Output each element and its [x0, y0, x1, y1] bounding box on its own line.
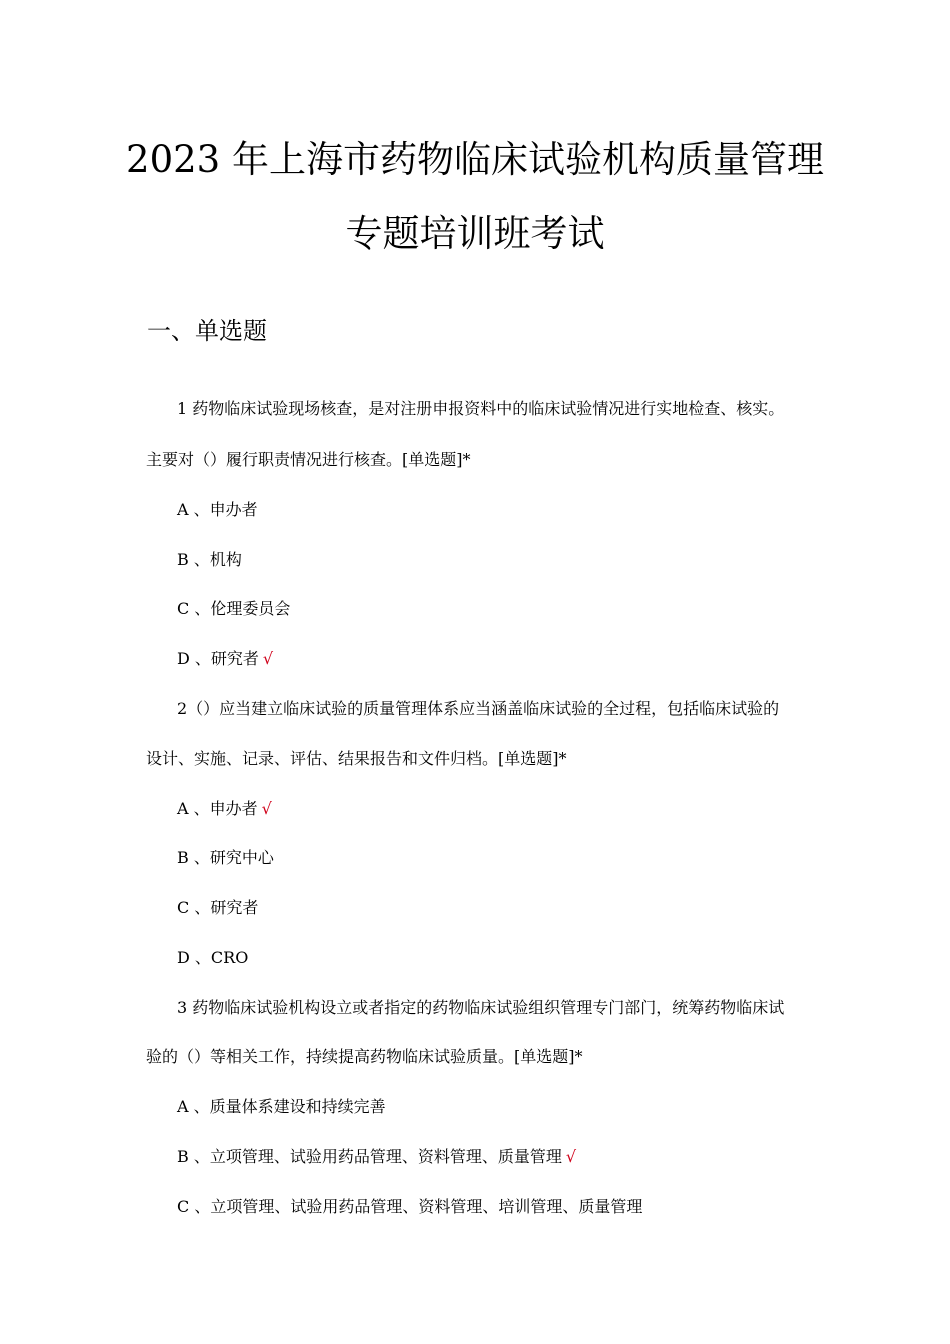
- question-1-line-1: 1 药物临床试验现场核查，是对注册申报资料中的临床试验情况进行实地检查、核实。: [177, 399, 785, 418]
- document-title-line-1: 2023 年上海市药物临床试验机构质量管理: [126, 138, 824, 181]
- question-2-option-c: C 、研究者: [177, 898, 259, 917]
- correct-check-icon: √: [565, 1147, 577, 1166]
- question-1-option-a: A 、申办者: [177, 500, 258, 519]
- document-title-line-2: 专题培训班考试: [345, 212, 605, 255]
- question-1-line-2: 主要对（）履行职责情况进行核查。[单选题]*: [146, 450, 471, 469]
- question-3-option-a: A 、质量体系建设和持续完善: [177, 1097, 386, 1116]
- correct-check-icon: √: [261, 799, 272, 818]
- question-1-option-d: D 、研究者 √: [177, 649, 274, 668]
- question-3-line-1: 3 药物临床试验机构设立或者指定的药物临床试验组织管理专门部门，统筹药物临床试: [177, 998, 785, 1017]
- question-2-line-2: 设计、实施、记录、评估、结果报告和文件归档。[单选题]*: [146, 749, 567, 768]
- question-3-option-b: B 、立项管理、试验用药品管理、资料管理、质量管理 √: [177, 1147, 577, 1166]
- question-3-option-c: C 、立项管理、试验用药品管理、资料管理、培训管理、质量管理: [177, 1197, 643, 1216]
- question-3-line-2: 验的（）等相关工作，持续提高药物临床试验质量。[单选题]*: [146, 1047, 583, 1066]
- question-2-line-1: 2（）应当建立临床试验的质量管理体系应当涵盖临床试验的全过程，包括临床试验的: [177, 699, 780, 718]
- section-heading: 一、单选题: [147, 317, 267, 345]
- question-2-option-a: A 、申办者 √: [177, 799, 272, 818]
- correct-check-icon: √: [262, 649, 274, 668]
- question-1-option-c: C 、伦理委员会: [177, 599, 291, 618]
- question-1-option-b: B 、机构: [177, 550, 242, 569]
- question-2-option-b: B 、研究中心: [177, 848, 274, 867]
- question-2-option-d: D 、CRO: [177, 948, 249, 967]
